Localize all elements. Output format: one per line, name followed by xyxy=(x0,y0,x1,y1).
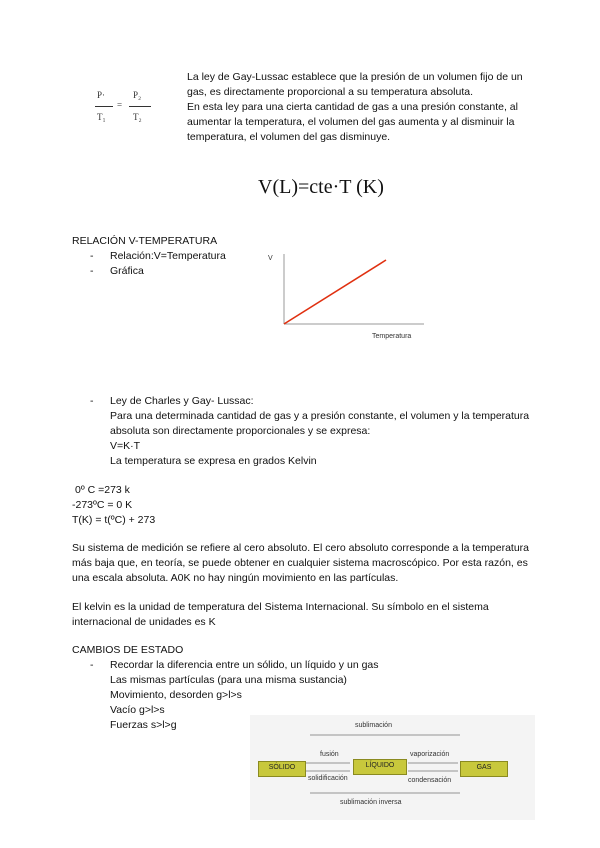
v-temperatura-chart xyxy=(262,248,432,344)
label-solidificacion: solidificación xyxy=(308,775,348,782)
fraction-denominator-left: T₁ xyxy=(97,112,106,122)
cambios-item: - Recordar la diferencia entre un sólido, un líquido y un gas xyxy=(90,658,472,673)
cambios-line-4: Fuerzas s>l>g xyxy=(110,719,177,731)
chart-xlabel: Temperatura xyxy=(372,333,412,340)
main-formula: V(L)=cte·T (K) xyxy=(258,176,384,198)
relacion-list xyxy=(90,249,272,279)
fraction-numerator-left: P· xyxy=(97,90,106,100)
chart-series-line xyxy=(284,260,386,324)
charles-list xyxy=(90,394,530,409)
fraction-equals: = xyxy=(117,100,123,110)
relacion-section xyxy=(72,234,272,279)
state-liquido: LÍQUIDO xyxy=(353,759,407,775)
paragraph-cero-absoluto: Su sistema de medición se refiere al cero absoluto. El cero absoluto corresponde a la temperatura más baja que, en teoría, se puede obtener en cualquier sistema macroscópico. Por esta razón, es una escala absoluta. A0K no hay ningún movimiento en las partículas. xyxy=(72,542,529,584)
paragraph-kelvin: El kelvin es la unidad de temperatura del Sistema Internacional. Su símbolo en el sistema internacional de unidades es K xyxy=(72,601,489,628)
cambios-heading: CAMBIOS DE ESTADO xyxy=(72,644,184,656)
state-gas: GAS xyxy=(460,761,508,777)
charles-body xyxy=(90,409,530,469)
fraction-bar-left xyxy=(95,106,113,107)
cambios-line-3: Vacío g>l>s xyxy=(110,704,165,716)
state-solido: SÓLIDO xyxy=(258,761,306,777)
conversions xyxy=(72,483,272,528)
label-fusion: fusión xyxy=(320,751,339,758)
charles-formula: V=K·T xyxy=(110,440,141,452)
label-sublimacion: sublimación xyxy=(355,722,392,729)
gay-lussac-text xyxy=(187,70,537,145)
fraction-numerator-right: P₂ xyxy=(133,90,142,100)
label-vaporizacion: vaporización xyxy=(410,751,450,758)
cambios-line-2: Movimiento, desorden g>l>s xyxy=(110,689,242,701)
charles-section xyxy=(90,394,530,469)
gay-lussac-paragraph-1: La ley de Gay-Lussac establece que la presión de un volumen fijo de un gas, es directamente proporcional a su temperatura absoluta. xyxy=(187,71,523,98)
conversion-3: T(K) = t(ºC) + 273 xyxy=(72,514,156,526)
relacion-item-2: - Gráfica xyxy=(90,264,272,279)
conversion-2: -273ºC = 0 K xyxy=(72,499,133,511)
gay-lussac-fraction xyxy=(95,90,155,130)
fraction-denominator-right: T₂ xyxy=(133,112,142,122)
relacion-heading: RELACIÓN V-TEMPERATURA xyxy=(72,235,218,247)
charles-item: - Ley de Charles y Gay- Lussac: xyxy=(90,394,530,409)
chart-ylabel: V xyxy=(268,255,273,262)
label-sublimacion-inversa: sublimación inversa xyxy=(340,799,402,806)
cambios-line-1: Las mismas partículas (para una misma sustancia) xyxy=(110,674,347,686)
cambios-list xyxy=(90,658,472,673)
states-diagram xyxy=(250,715,535,820)
charles-text-1: Para una determinada cantidad de gas y a presión constante, el volumen y la temperatura absoluta son directamente proporcionales y se expresa: xyxy=(110,410,530,437)
relacion-item-1: - Relación:V=Temperatura xyxy=(90,249,272,264)
fraction-bar-right xyxy=(129,106,151,107)
conversion-1: 0º C =273 k xyxy=(75,484,130,496)
label-condensacion: condensación xyxy=(408,777,452,784)
gay-lussac-paragraph-2: En esta ley para una cierta cantidad de gas a una presión constante, al aumentar la temperatura, el volumen del gas aumenta y al disminuir la temperatura, el volumen del gas disminuye. xyxy=(187,101,518,143)
charles-text-2: La temperatura se expresa en grados Kelvin xyxy=(110,455,317,467)
